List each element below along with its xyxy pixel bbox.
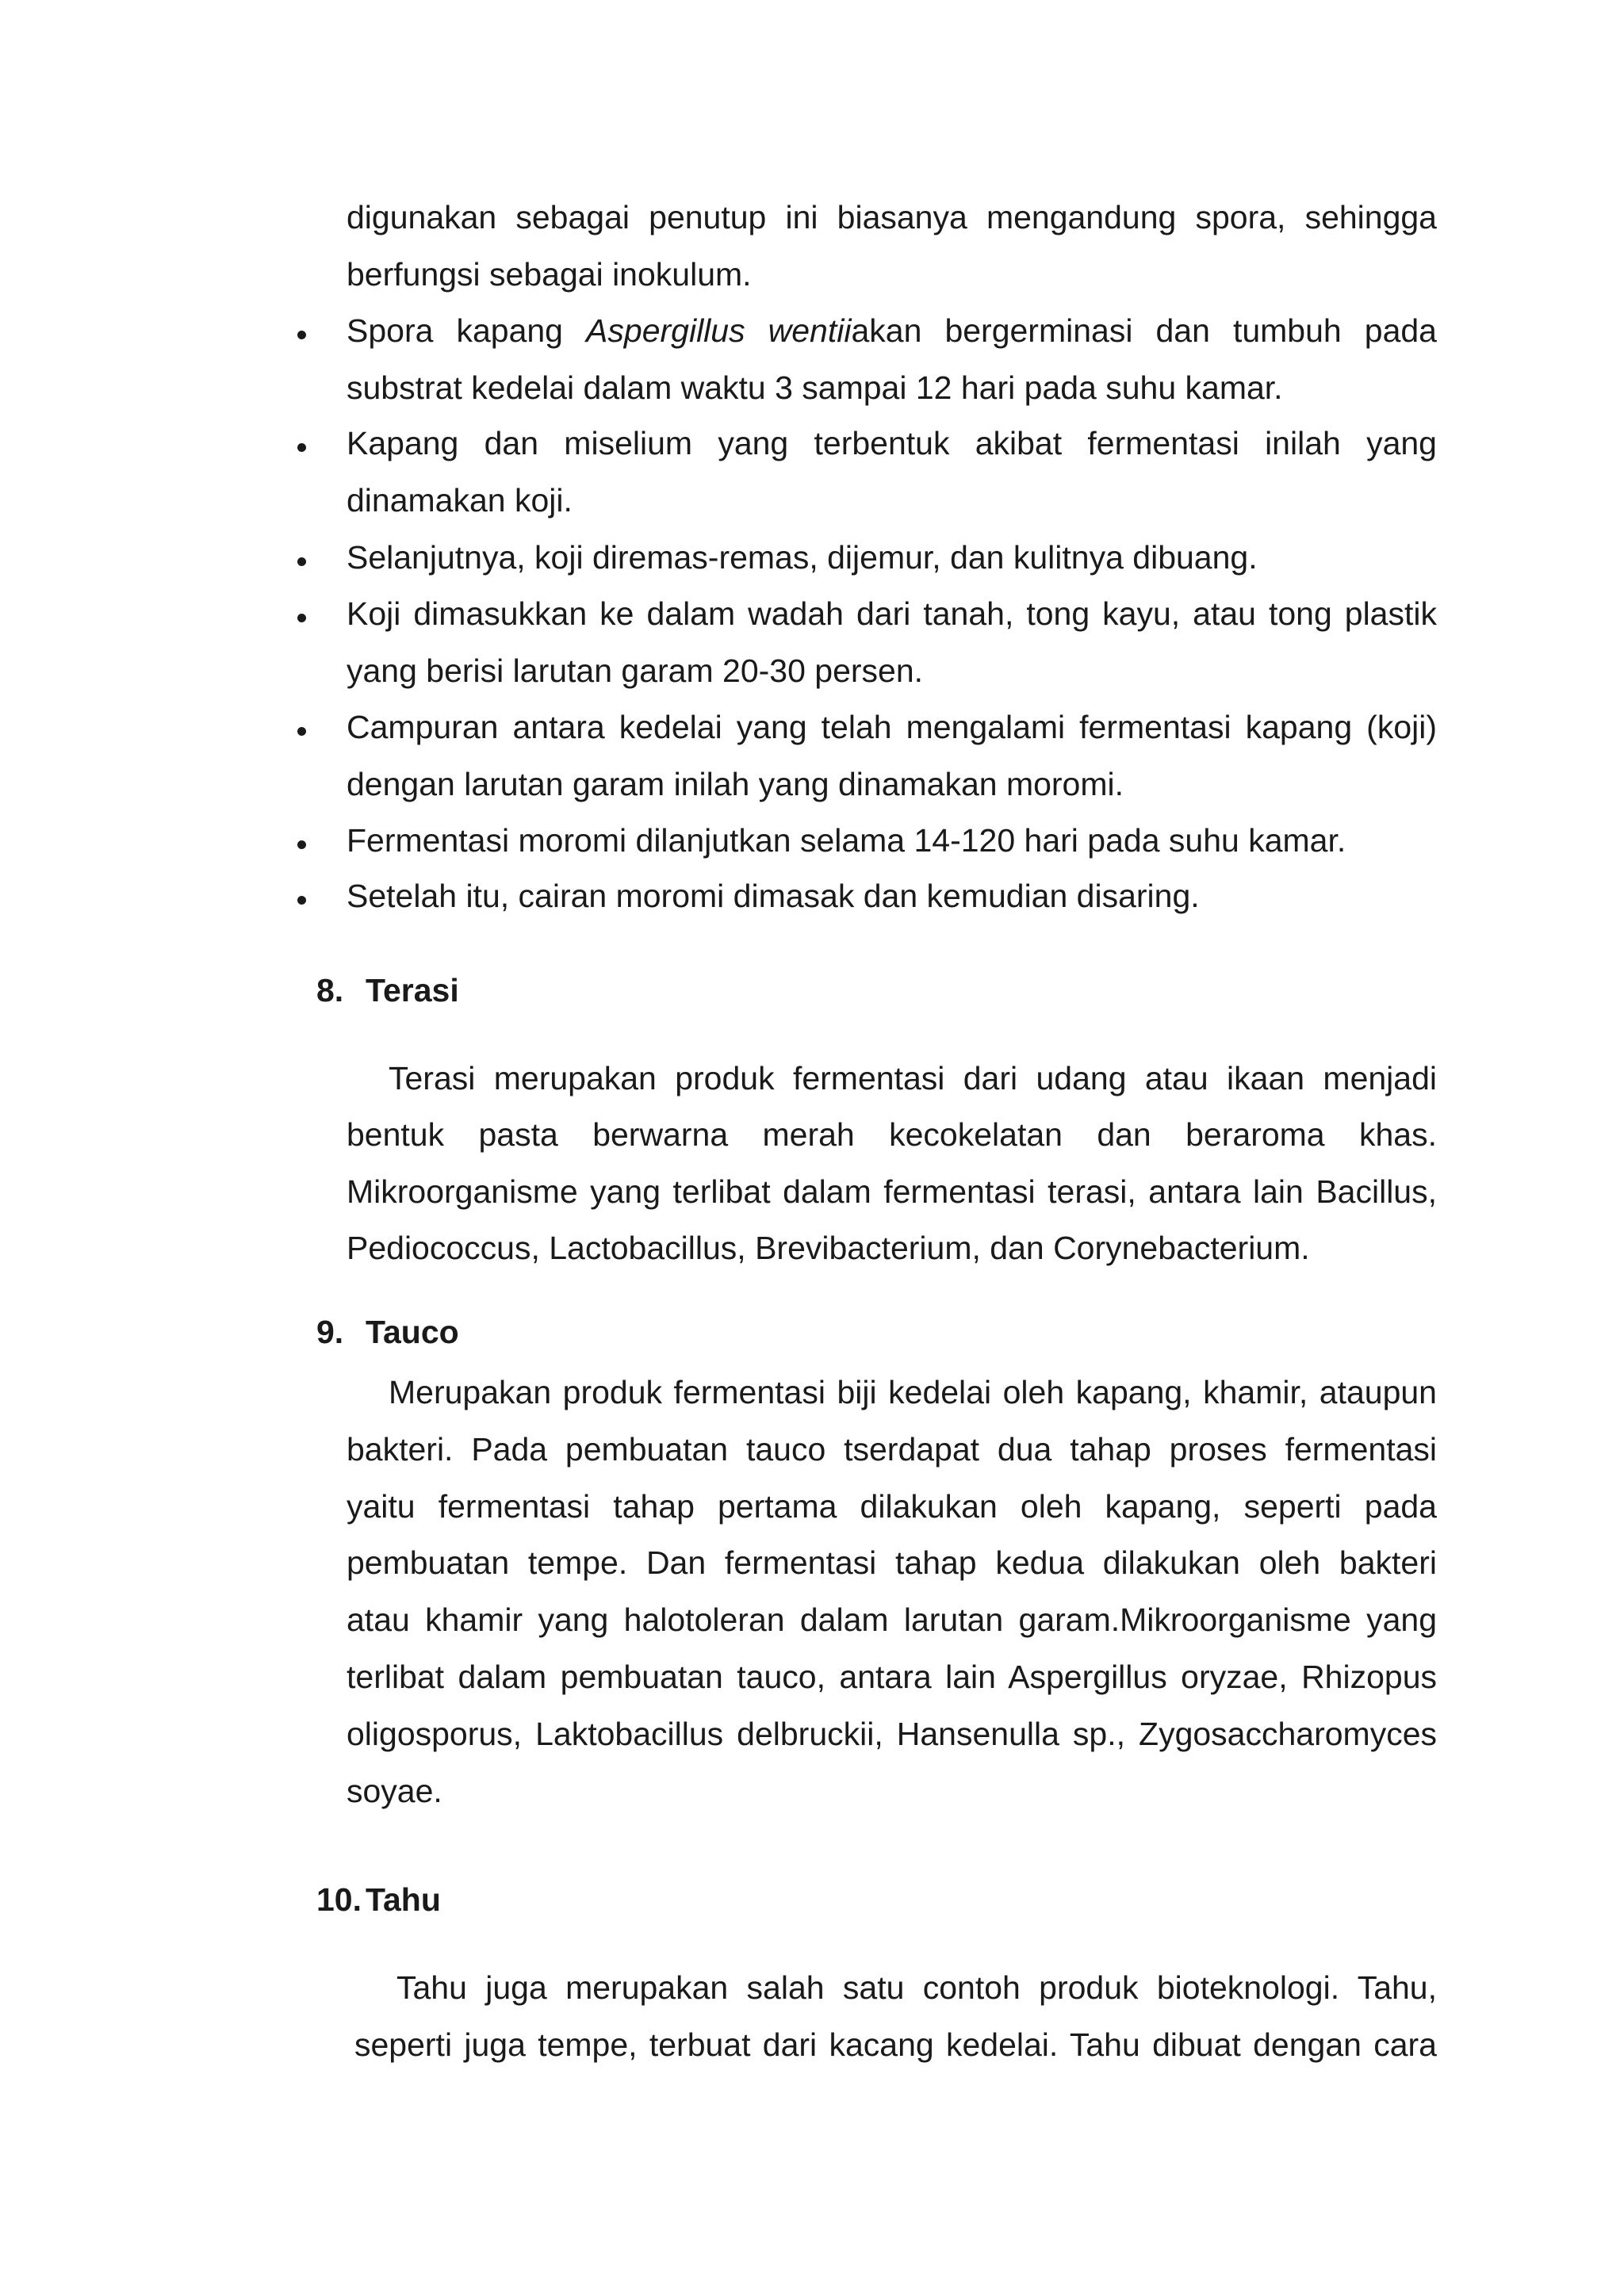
bullet-line: dengan larutan garam inilah yang dinamakan moromi.	[347, 766, 1124, 802]
bullet-icon	[297, 614, 306, 622]
bullet-line: Setelah itu, cairan moromi dimasak dan kemudian disaring.	[347, 878, 1200, 914]
bullet-line: yang berisi larutan garam 20-30 persen.	[347, 652, 924, 689]
bullet-icon	[297, 896, 306, 905]
bullet-line: substrat kedelai dalam waktu 3 sampai 12 hari pada suhu kamar.	[347, 369, 1283, 406]
paragraph-line: pembuatan tempe. Dan fermentasi tahap kedua dilakukan oleh bakteri	[347, 1544, 1437, 1581]
species-name: Aspergillus wentii	[586, 312, 852, 349]
bullet-icon	[297, 331, 306, 339]
paragraph-line: bakteri. Pada pembuatan tauco tserdapat dua tahap proses fermentasi	[347, 1431, 1437, 1468]
section-title: Tahu	[366, 1881, 441, 1918]
intro-line: berfungsi sebagai inokulum.	[347, 256, 752, 293]
section-heading-terasi	[316, 971, 459, 1009]
paragraph-line: terlibat dalam pembuatan tauco, antara lain Aspergillus oryzae, Rhizopus	[347, 1659, 1437, 1695]
bullet-line: Campuran antara kedelai yang telah mengalami fermentasi kapang (koji)	[347, 709, 1437, 745]
section-number: 10.	[316, 1881, 362, 1918]
paragraph-line: atau khamir yang halotoleran dalam larutan garam.Mikroorganisme yang	[347, 1601, 1437, 1638]
paragraph-line: Tahu juga merupakan salah satu contoh produk bioteknologi. Tahu,	[396, 1969, 1437, 2006]
bullet-line: Koji dimasukkan ke dalam wadah dari tanah, tong kayu, atau tong plastik	[347, 595, 1437, 632]
paragraph-line: seperti juga tempe, terbuat dari kacang kedelai. Tahu dibuat dengan cara	[354, 2026, 1437, 2063]
paragraph-line: soyae.	[347, 1773, 442, 1809]
bullet-line: dinamakan koji.	[347, 482, 573, 519]
section-title: Tauco	[366, 1314, 459, 1350]
bullet-line: Selanjutnya, koji diremas-remas, dijemur, dan kulitnya dibuang.	[347, 539, 1258, 576]
section-heading-tauco	[316, 1313, 459, 1351]
bullet-icon	[297, 727, 306, 736]
bullet-line: Spora kapang Aspergillus wentiiakan bergerminasi dan tumbuh pada	[347, 312, 1437, 349]
bullet-icon	[297, 557, 306, 566]
section-number: 9.	[316, 1314, 344, 1350]
paragraph-line: Terasi merupakan produk fermentasi dari udang atau ikaan menjadi	[389, 1060, 1437, 1096]
paragraph-line: Pediococcus, Lactobacillus, Brevibacterium, dan Corynebacterium.	[347, 1230, 1310, 1266]
paragraph-line: bentuk pasta berwarna merah kecokelatan dan beraroma khas.	[347, 1116, 1437, 1153]
bullet-icon	[297, 443, 306, 452]
paragraph-line: oligosporus, Laktobacillus delbruckii, Hansenulla sp., Zygosaccharomyces	[347, 1716, 1437, 1752]
bullet-line: Fermentasi moromi dilanjutkan selama 14-120 hari pada suhu kamar.	[347, 822, 1346, 859]
section-title: Terasi	[366, 972, 459, 1008]
paragraph-line: Mikroorganisme yang terlibat dalam fermentasi terasi, antara lain Bacillus,	[347, 1173, 1437, 1210]
paragraph-line: yaitu fermentasi tahap pertama dilakukan oleh kapang, seperti pada	[347, 1488, 1437, 1525]
bullet-line: Kapang dan miselium yang terbentuk akibat fermentasi inilah yang	[347, 425, 1437, 461]
section-number: 8.	[316, 972, 344, 1008]
paragraph-line: Merupakan produk fermentasi biji kedelai oleh kapang, khamir, ataupun	[389, 1374, 1437, 1410]
bullet-icon	[297, 840, 306, 849]
intro-line: digunakan sebagai penutup ini biasanya mengandung spora, sehingga	[347, 199, 1437, 235]
section-heading-tahu	[316, 1881, 441, 1919]
